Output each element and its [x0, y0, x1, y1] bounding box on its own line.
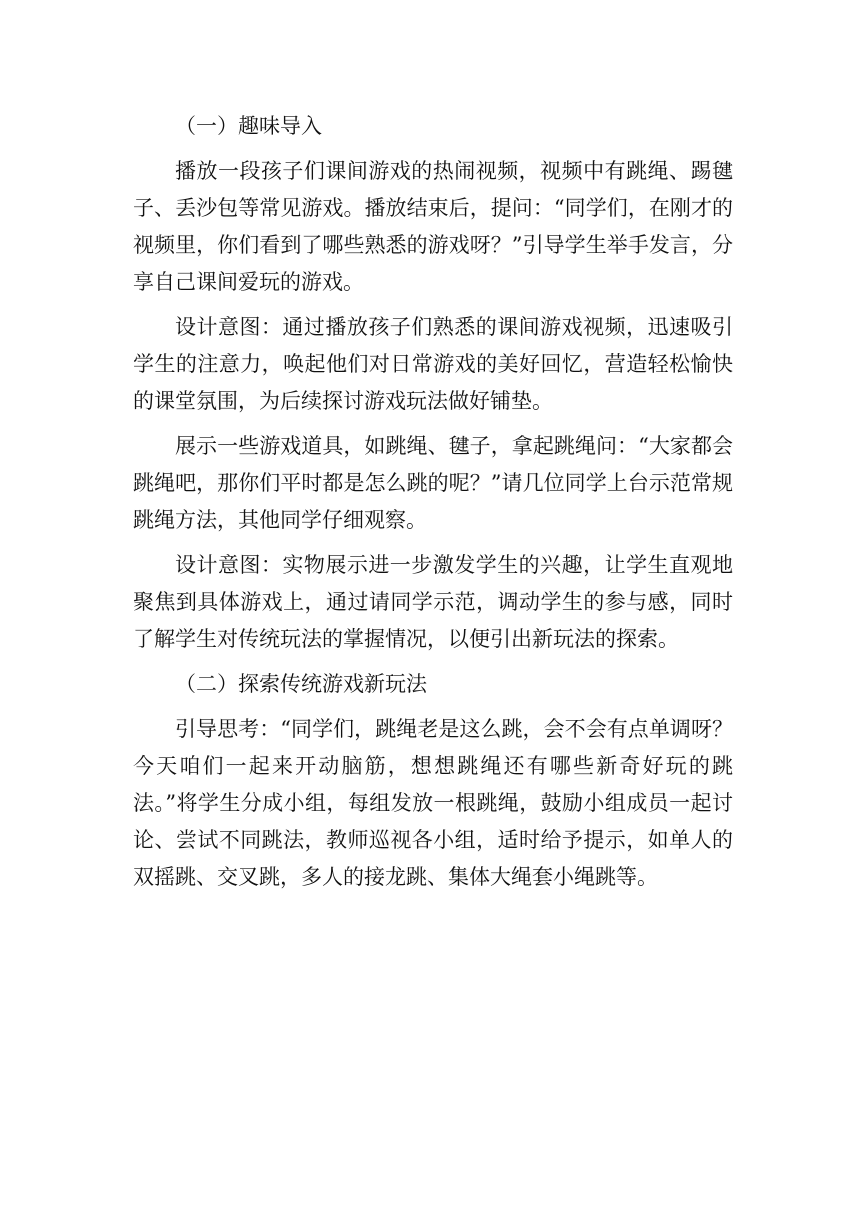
document-body — [133, 108, 733, 896]
paragraph-props-demo: 展示一些游戏道具，如跳绳、毽子，拿起跳绳问：“大家都会跳绳吧，那你们平时都是怎么跳的呢？”请几位同学上台示范常规跳绳方法，其他同学仔细观察。 — [133, 434, 733, 532]
section-heading-2: （二）探索传统游戏新玩法 — [175, 672, 427, 696]
paragraph-guided-thinking: 引导思考：“同学们，跳绳老是这么跳，会不会有点单调呀？今天咱们一起来开动脑筋，想想跳绳还有哪些新奇好玩的跳法。”将学生分成小组，每组发放一根跳绳，鼓励小组成员一起讨论、尝试不同跳法，教师巡视各小组，适时给予提示，如单人的双摇跳、交叉跳，多人的接龙跳、集体大绳套小绳跳等。 — [133, 717, 733, 889]
paragraph-design-intent-2: 设计意图：实物展示进一步激发学生的兴趣，让学生直观地聚焦到具体游戏上，通过请同学示范，调动学生的参与感，同时了解学生对传统玩法的掌握情况，以便引出新玩法的探索。 — [133, 553, 733, 651]
paragraph-design-intent-1: 设计意图：通过播放孩子们熟悉的课间游戏视频，迅速吸引学生的注意力，唤起他们对日常游戏的美好回忆，营造轻松愉快的课堂氛围，为后续探讨游戏玩法做好铺垫。 — [133, 315, 733, 413]
paragraph-intro-video: 播放一段孩子们课间游戏的热闹视频，视频中有跳绳、踢毽子、丢沙包等常见游戏。播放结束后，提问：“同学们，在刚才的视频里，你们看到了哪些熟悉的游戏呀？”引导学生举手发言，分享自己课间爱玩的游戏。 — [133, 159, 733, 294]
section-heading-1: （一）趣味导入 — [175, 114, 322, 138]
